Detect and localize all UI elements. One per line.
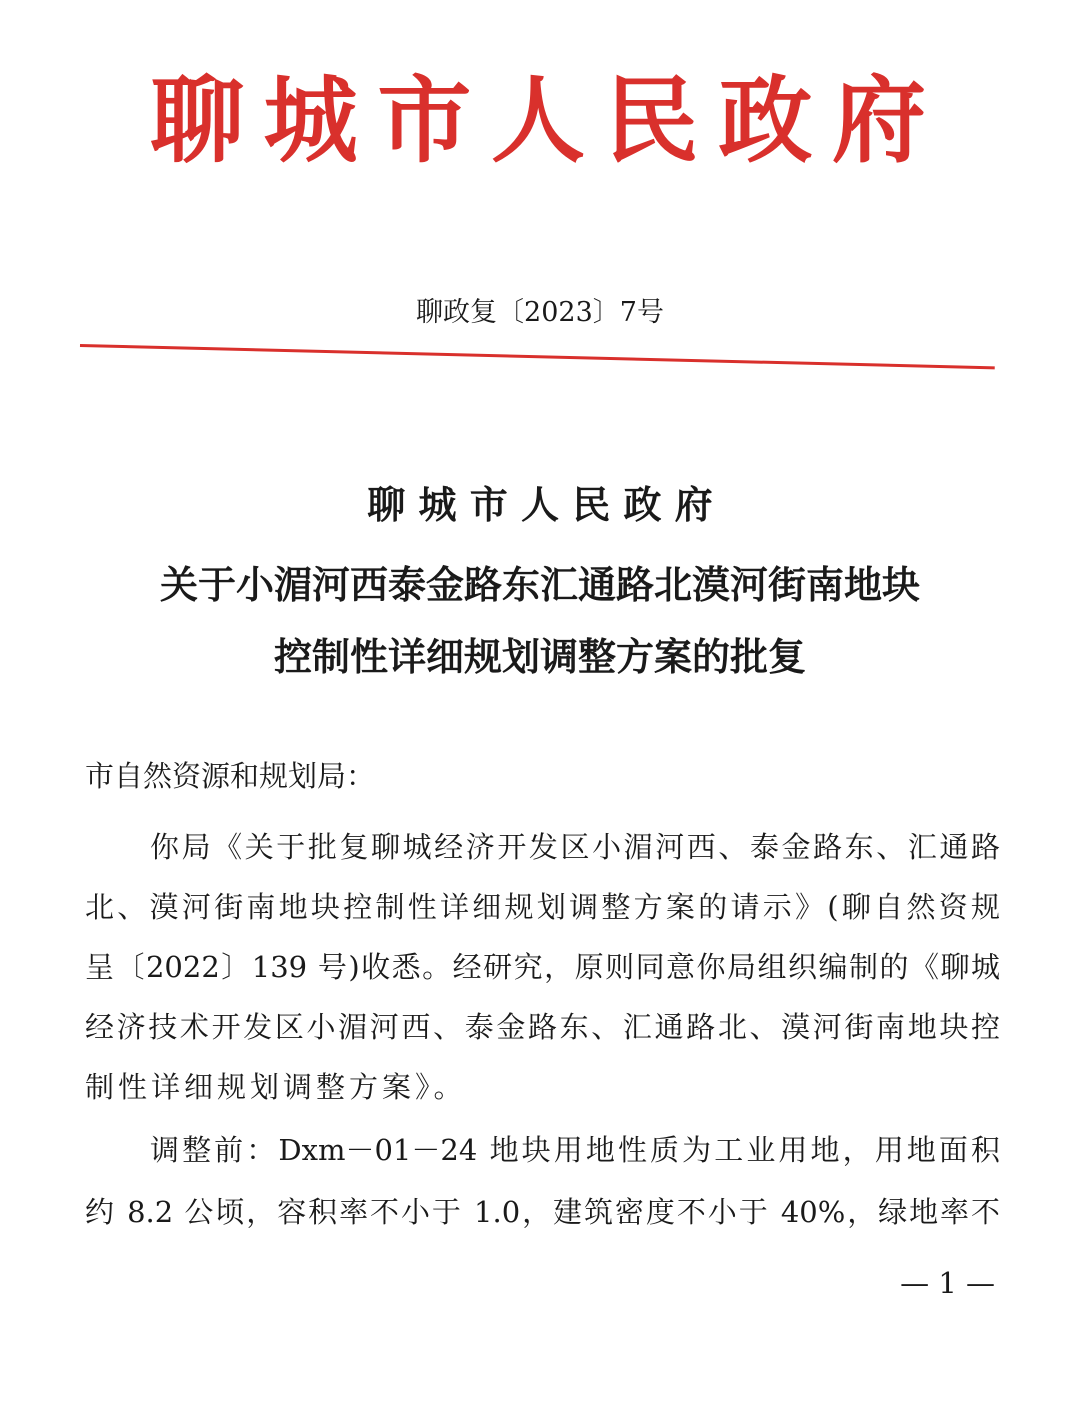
body-line: 呈〔2022〕139 号)收悉。经研究，原则同意你局组织编制的《聊城	[85, 950, 1000, 984]
body-line: 约 8.2 公顷，容积率不小于 1.0，建筑密度不小于 40%，绿地率不	[85, 1195, 1000, 1229]
body-line: 调整前：Dxm－01－24 地块用地性质为工业用地，用地面积	[150, 1133, 1000, 1167]
body-line: 制性详细规划调整方案》。	[85, 1070, 467, 1104]
red-divider-line	[80, 344, 995, 369]
title-line-3: 控制性详细规划调整方案的批复	[273, 635, 806, 679]
body-line: 经济技术开发区小湄河西、泰金路东、汇通路北、漠河街南地块控	[85, 1010, 1000, 1044]
body-line: 你局《关于批复聊城经济开发区小湄河西、泰金路东、汇通路	[150, 830, 1000, 864]
title-line-1: 聊 城 市 人 民 政 府	[367, 483, 713, 527]
page-number: — 1 —	[900, 1266, 995, 1300]
addressee: 市自然资源和规划局：	[85, 759, 376, 793]
document-number: 聊政复〔2023〕7号	[416, 297, 664, 328]
letterhead: 聊城市人民政府	[150, 67, 930, 176]
body-line: 北、漠河街南地块控制性详细规划调整方案的请示》(聊自然资规	[85, 890, 1000, 924]
title-line-2: 关于小湄河西泰金路东汇通路北漠河街南地块	[159, 563, 920, 607]
